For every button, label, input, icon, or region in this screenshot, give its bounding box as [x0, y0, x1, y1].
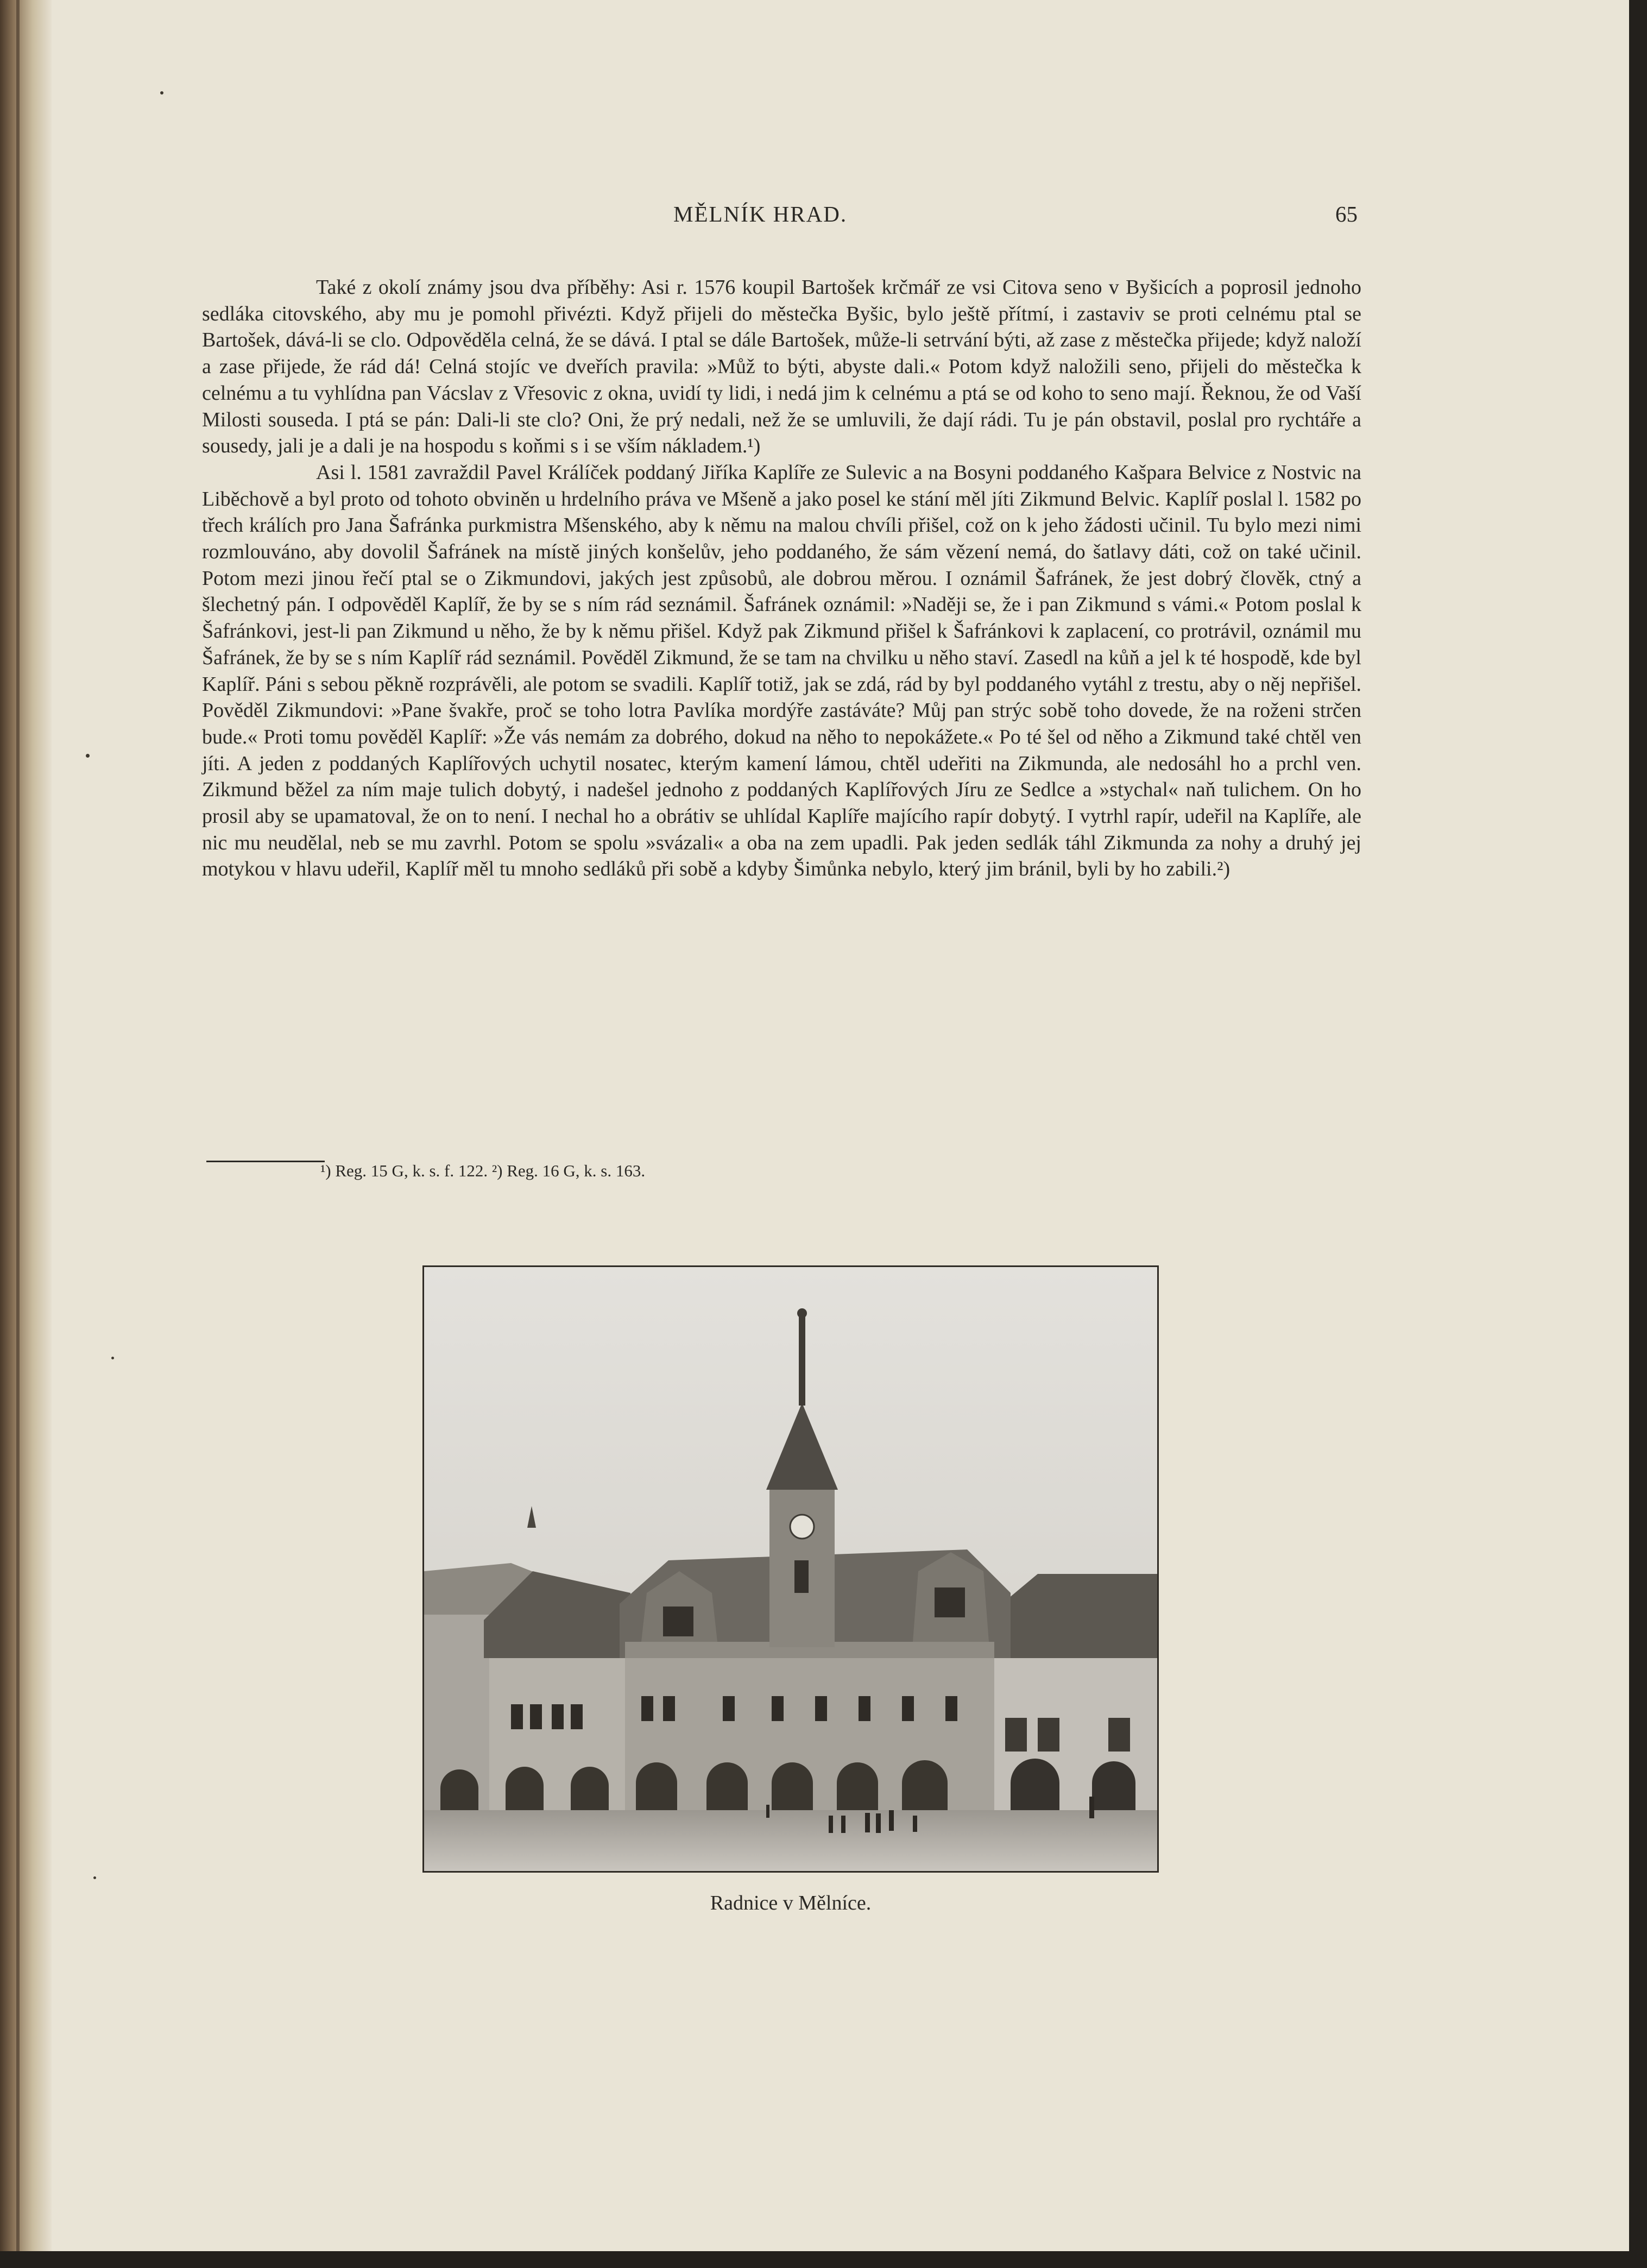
footnote: ¹) Reg. 15 G, k. s. f. 122. ²) Reg. 16 G, k. s. 163. [320, 1161, 646, 1180]
paper-speck [93, 1876, 96, 1879]
paper-speck [111, 1357, 114, 1359]
paragraph: Také z okolí známy jsou dva příběhy: Asi r. 1576 koupil Bartošek krčmář ze vsi Citova seno v Byšicích a poprosil jednoho sedláka citovského, aby mu je pomohl přivézti. Když přijeli do městečka Byšic, bylo ještě přítmí, i zastaviv se proti celnému ptal se Bartošek, dává-li se clo. Odpověděla celná, že se dává. I ptal se dále Bartošek, může-li setrvání býti, až zase z městečka přijede; když naloží a zase přijede, že rád dá! Celná stojíc ve dveřích pravila: »Můž to býti, abyste dali.« Potom když naložili seno, přijeli do městečka k celnému a tu vyhlídna pan Vácslav z Vřesovic z okna, uvidí ty lidi, i nedá jim k celnému a ptá se od koho to seno mají. Řeknou, že od Vaší Milosti souseda. I ptá se pán: Dali-li ste clo? Oni, že prý nedali, než že se umluvili, že dají rádi. Tu je pán obstavil, poslal pro rychtáře a sousedy, jali je a dali je na hospodu s koňmi s i se vším nákladem.¹) [202, 276, 1361, 458]
paper-speck [86, 754, 90, 758]
town-hall-photo [422, 1265, 1159, 1873]
running-head-title: MĚLNÍK HRAD. [673, 201, 848, 226]
body-text [202, 274, 1361, 883]
paragraph: Asi l. 1581 zavraždil Pavel Králíček poddaný Jiříka Kaplíře ze Sulevic a na Bosyni poddaného Kašpara Belvice z Nostvic na Liběchově a byl proto od tohoto obviněn u hrdelního práva ve Mšeně a jako posel ke stání měl jíti Zikmund Belvic. Kaplíř poslal l. 1582 po třech králích pro Jana Šafránka purkmistra Mšenského, aby k němu na malou chvíli přišel, což on k jeho žádosti učinil. Tu bylo mezi nimi rozmlouváno, aby dovolil Šafránek na místě jiných konšelův, jeho poddaného, že sám vězení nemá, do šatlavy dáti, což on také učinil. Potom mezi jinou řečí ptal se o Zikmundovi, jakých jest způsobů, ale dobrou měrou. I oznámil Šafránek, že jest dobrý člověk, ctný a šlechetný pán. I odpověděl Kaplíř, že by se s ním rád seznámil. Šafránek oznámil: »Naději se, že i pan Zikmund s vámi.« Potom poslal k Šafránkovi, jest-li pan Zikmund u něho, že by k němu přišel. Když pak Zikmund přišel k Šafránkovi k zaplacení, co protrávil, oznámil mu Šafránek, že by se s ním Kaplíř rád seznámil. Pověděl Zikmund, že se tam na chvilku u něho staví. Zasedl na kůň a jel k té hospodě, kde byl Kaplíř. Páni s sebou pěkně rozprávěli, ale potom se svadili. Kaplíř totiž, jak se zdá, rád by byl poddaného vytáhl z trestu, aby o něj nepřišel. Pověděl Zikmundovi: »Pane švakře, proč se toho lotra Pavlíka mordýře zastáváte? Můj pan strýc sobě toho dovede, že na roženi strčen bude.« Proti tomu pověděl Kaplíř: »Že vás nemám za dobrého, dokud na něho to nepokážete.« Po té šel od něho a Zikmund také chtěl ven jíti. A jeden z poddaných Kaplířových uchytil nosatec, kterým kamení lámou, chtěl udeřiti na Zikmunda, ale nedosáhl ho a prchl ven. Zikmund běžel za ním maje tulich dobytý, i nadešel jednoho z poddaných Kaplířových Jíru ze Sedlce a »stychal« naň tulichem. On ho prosil aby se upamatoval, že on to není. I nechal ho a obrátiv se uhlídal Kaplíře majícího rapír dobytý. I vytrhl rapír, udeřil na Kaplíře, ale nic mu neudělal, neb se mu zavrhl. Potom se spolu »svázali« a oba na zem upadli. Pak jeden sedlák táhl Zikmunda za nohy a druhý jej motykou v hlavu udeřil, Kaplíř měl tu mnoho sedláků při sobě a kdyby Šimůnka nebylo, který jim bránil, byli by ho zabili.²) [202, 461, 1361, 881]
figure-caption: Radnice v Mělníce. [710, 1892, 872, 1914]
gutter-shadow-line [16, 0, 20, 2251]
town-hall-illustration [424, 1267, 1157, 1871]
running-head [206, 201, 1358, 234]
footnote-rule [206, 1161, 325, 1162]
paper-speck [160, 91, 163, 94]
book-gutter [0, 0, 52, 2251]
page-number: 65 [1335, 201, 1358, 226]
